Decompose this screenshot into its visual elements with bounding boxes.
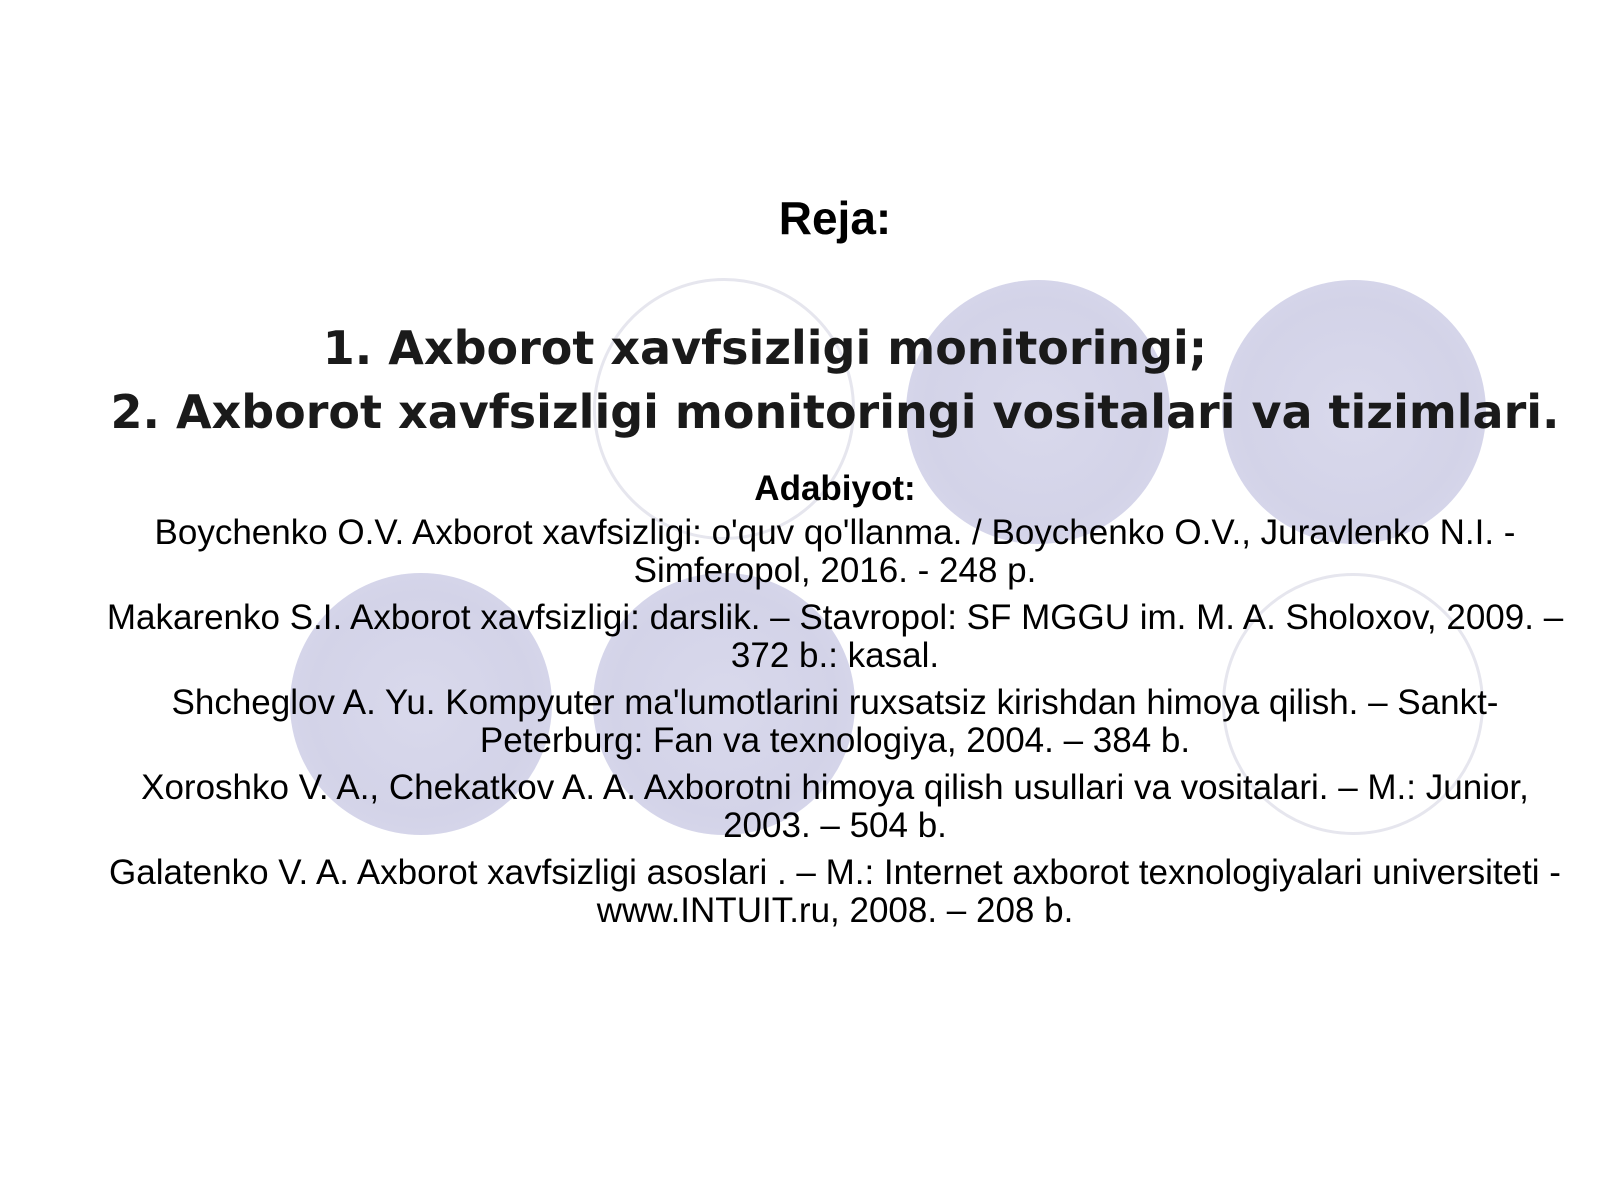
reference-list [90, 514, 1580, 930]
plan-item: 1. Axborot xavfsizligi monitoringi; [322, 321, 1208, 375]
plan-list [90, 316, 1580, 444]
literature-heading: Adabiyot: [754, 469, 916, 508]
slide-content [90, 192, 1580, 939]
reference-item: Galatenko V. A. Axborot xavfsizligi asoslari . – M.: Internet axborot texnologiyalari universiteti - www.INTUIT.ru, 2008. – 208 b. [109, 853, 1561, 930]
reference-item: Makarenko S.I. Axborot xavfsizligi: darslik. – Stavropol: SF MGGU im. M. A. Sholoxov, 2009. – 372 b.: kasal. [106, 598, 1564, 675]
slide-title: Reja: [778, 192, 892, 244]
reference-item: Boychenko O.V. Axborot xavfsizligi: o'quv qo'llanma. / Boychenko O.V., Juravlenko N.I. - Simferopol, 2016. - 248 p. [154, 513, 1516, 590]
reference-item: Shcheglov A. Yu. Kompyuter ma'lumotlarini ruxsatsiz kirishdan himoya qilish. – Sankt-Peterburg: Fan va texnologiya, 2004. – 384 b. [171, 683, 1499, 760]
plan-item: 2. Axborot xavfsizligi monitoringi vositalari va tizimlari. [110, 385, 1560, 439]
reference-item: Xoroshko V. A., Chekatkov A. A. Axborotni himoya qilish usullari va vositalari. – M.: Junior, 2003. – 504 b. [141, 768, 1529, 845]
